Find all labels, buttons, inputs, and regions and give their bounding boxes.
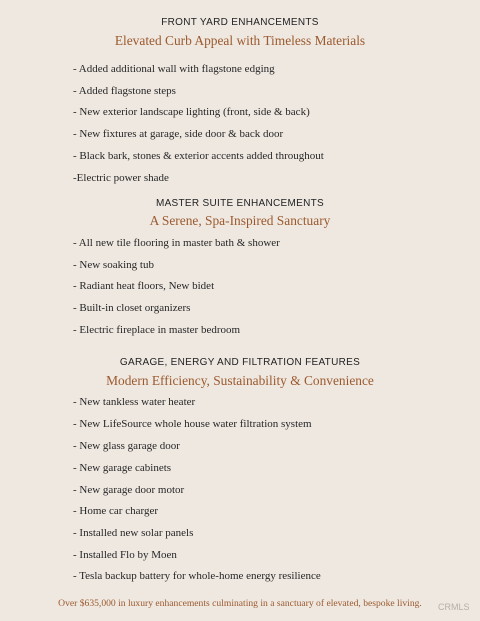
front-yard-item: - Added flagstone steps (73, 85, 176, 97)
master-suite-item: - New soaking tub (73, 259, 154, 271)
front-yard-item: - Added additional wall with flagstone edging (73, 63, 275, 75)
master-suite-item: - Built-in closet organizers (73, 302, 191, 314)
garage-energy-item: - New glass garage door (73, 440, 180, 452)
garage-energy-subtitle: Modern Efficiency, Sustainability & Convenience (106, 373, 374, 388)
garage-energy-item: - New garage cabinets (73, 462, 172, 474)
front-yard-subtitle: Elevated Curb Appeal with Timeless Materials (114, 33, 366, 48)
front-yard-heading: FRONT YARD ENHANCEMENTS (161, 17, 319, 28)
garage-energy-item: - Installed new solar panels (73, 527, 194, 539)
watermark: CRMLS (438, 602, 470, 612)
master-suite-heading: MASTER SUITE ENHANCEMENTS (155, 198, 325, 209)
garage-energy-item: - New LifeSource whole house water filtration system (73, 418, 312, 430)
front-yard-item: - Black bark, stones & exterior accents added throughout (73, 150, 324, 162)
front-yard-item: -Electric power shade (73, 172, 169, 184)
footer-tagline: Over $635,000 in luxury enhancements culminating in a sanctuary of elevated, bespoke living. (58, 598, 422, 609)
garage-energy-item: - Installed Flo by Moen (73, 549, 177, 561)
garage-energy-heading: GARAGE, ENERGY AND FILTRATION FEATURES (119, 357, 361, 368)
garage-energy-item: - Tesla backup battery for whole-home energy resilience (73, 570, 321, 582)
master-suite-item: - Electric fireplace in master bedroom (73, 324, 241, 336)
master-suite-item: - Radiant heat floors, New bidet (73, 280, 215, 292)
master-suite-subtitle: A Serene, Spa-Inspired Sanctuary (149, 213, 331, 228)
front-yard-item: - New fixtures at garage, side door & back door (73, 128, 284, 140)
garage-energy-item: - New tankless water heater (73, 396, 196, 408)
master-suite-item: - All new tile flooring in master bath & shower (73, 237, 280, 249)
garage-energy-item: - Home car charger (73, 505, 158, 517)
garage-energy-item: - New garage door motor (73, 484, 185, 496)
front-yard-item: - New exterior landscape lighting (front, side & back) (73, 106, 310, 118)
